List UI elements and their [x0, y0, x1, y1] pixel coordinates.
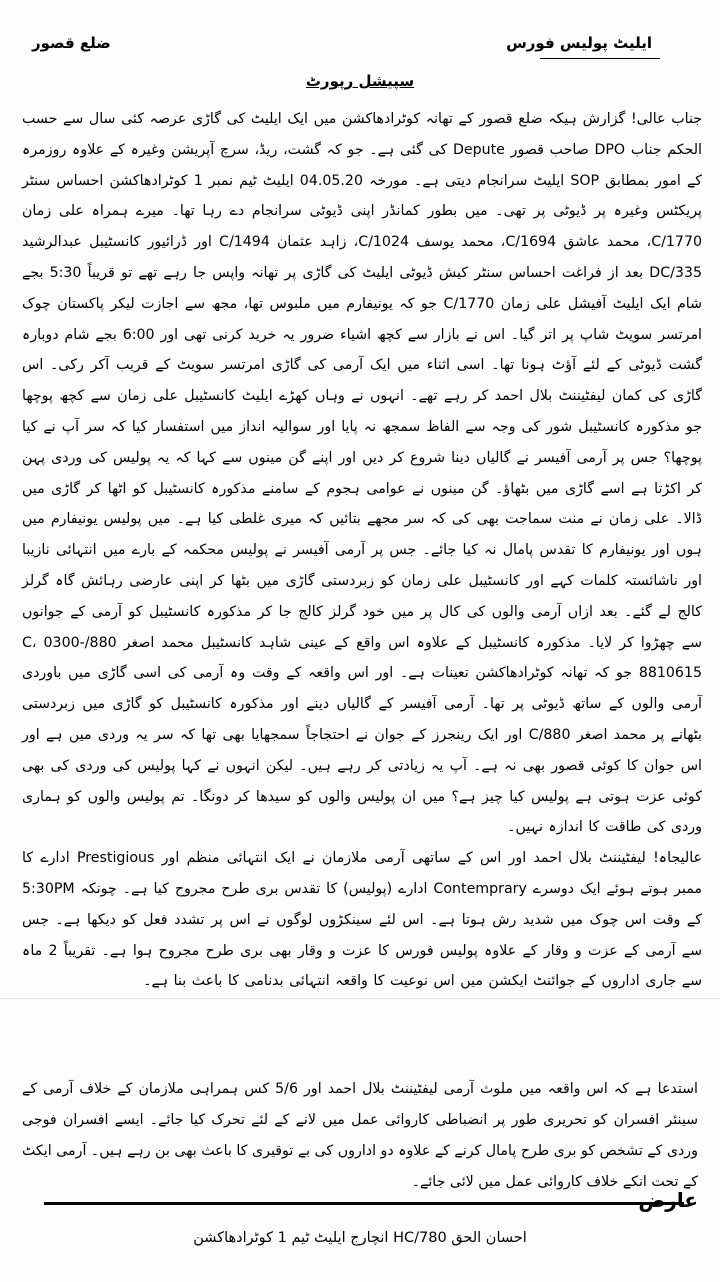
applicant-bar	[44, 1202, 684, 1205]
letter-header	[28, 34, 692, 64]
page-divider	[0, 998, 720, 999]
report-title: سپیشل رپورٹ	[305, 72, 415, 90]
request-section	[22, 1074, 698, 1198]
applicant-label: عارض	[638, 1188, 698, 1212]
body-paragraph-2: عالیجاہ! لیفٹیننٹ بلال احمد اور اس کے ساتھی آرمی ملازمان نے ایک انتہائی منظم اور Prestigious ادارے کا ممبر ہوتے ہوئے ایک دوسرے Contemprary ادارے (پولیس) کا تقدس بری طرح مجروح کیا ہے۔ چونکہ 5:30PM کے وقت اس چوک میں شدید رش ہوتا ہے۔ اس لئے سینکڑوں لوگوں نے اس پر تشدد فعل کو دیکھا ہے۔ جس سے آرمی کے عزت و وقار کے علاوہ پولیس فورس کا عزت و وقار بھی بری طرح مجروح ہوا ہے۔ تقریباً 2 ماہ سے جاری اداروں کے جوائنٹ ایکشن میں اس نوعیت کا واقعہ انتہائی بدنامی کا باعث بنا ہے۔	[22, 850, 702, 990]
unit-underline	[540, 58, 660, 59]
unit-name: ایلیٹ پولیس فورس	[506, 34, 652, 52]
body-paragraph-1: جناب عالی! گزارش ہیکہ ضلع قصور کے تھانہ کوٹرادھاکشن میں ایک ایلیٹ کی گاڑی عرصہ کئی سال سے حسب الحکم جناب DPO صاحب قصور Depute کی گئی ہے۔ جو کہ گشت، ریڈ، سرچ آپریشن وغیرہ کے علاوہ روزمرہ کے امور بمطابق SOP ایلیٹ سرانجام دیتی ہے۔ مورخہ 04.05.20 ایلیٹ ٹیم نمبر 1 کوٹرادھاکشن احساس سنٹر پریکٹس وغیرہ پر ڈیوٹی پر تھی۔ میں بطور کمانڈر اپنی ڈیوٹی سرانجام دے رہا تھا۔ میرے ہمراہ علی زمان 1770/C، محمد عاشق 1694/C، محمد یوسف 1024/C، زاہد عثمان 1494/C اور ڈرائیور کانسٹیبل عبدالرشید 335/DC بعد از فراغت احساس سنٹر کیش ڈیوٹی ایلیٹ کی گاڑی پر تھانہ واپس جا رہے تھے تو قریباً 5:30 بجے شام ایک ایلیٹ آفیشل علی زمان 1770/C جو کہ یونیفارم میں ملبوس تھا، مجھ سے اجازت لیکر پاکستان چوک امرتسر سویٹ شاپ پر اتر گیا۔ اس نے بازار سے کچھ اشیاء ضرور یہ خرید کرنی تھی اور 6:00 بجے شام دوبارہ گشت ڈیوٹی کے لئے آؤٹ ہونا تھا۔ اسی اثناء میں ایک آرمی کی گاڑی امرتسر سویٹ کے قریب آکر رکی۔ اس گاڑی کی کمان لیفٹیننٹ بلال احمد کر رہے تھے۔ انہوں نے وہاں کھڑے ایلیٹ کانسٹیبل علی زمان سے کچھ پوچھا جو مذکورہ کانسٹیبل شور کی وجہ سے الفاظ سمجھ نہ پایا اور سوالیہ انداز میں استفسار کیا کہ سر آپ نے کیا پوچھا؟ جس پر آرمی آفیسر نے گالیاں دینا شروع کر دیں اور اپنے گن مینوں سے کہا کہ یہ پولیس کی وردی پہن کر اکڑتا ہے اسے گاڑی میں بٹھاؤ۔ گن مینوں نے عوامی ہجوم کے سامنے مذکورہ کانسٹیبل کو اٹھا کر گاڑی میں ڈالا۔ علی زمان نے منت سماجت بھی کی کہ سر مجھے بتائیں کہ میری غلطی کیا ہے۔ میں پولیس یونیفارم میں ہوں اور یونیفارم کا تقدس پامال نہ کیا جائے۔ جس پر آرمی آفیسر نے پولیس محکمہ کے بارے میں انتہائی نازیبا اور ناشائستہ کلمات کہے اور کانسٹیبل علی زمان کو زبردستی گاڑی میں بٹھا کر اپنی عارضی رہائش گاہ گرلز کالج لے گئے۔ بعد ازاں آرمی والوں کی کال پر میں خود گرلز کالج جا کر مذکورہ کانسٹیبل کو آرمی کے جوانوں سے چھڑوا کر لایا۔ مذکورہ کانسٹیبل کے علاوہ اس واقع کے عینی شاہد کانسٹیبل محمد اصغر 880/C، 0300-8810615 جو کہ تھانہ کوٹرادھاکشن تعینات ہے۔ اور اس واقعہ کے وقت وہ آرمی کی اسی گاڑی میں باوردی آرمی والوں کے ساتھ ڈیوٹی پر تھا۔ آرمی آفیسر کے گالیاں دینے اور مذکورہ کانسٹیبل کو گاڑی میں زبردستی بٹھانے پر محمد اصغر 880/C اور ایک رینجرز کے جوان نے احتجاجاً سمجھایا بھی تھا کہ سر یہ وردی میں ہے اور اس جوان کا کوئی قصور بھی نہ ہے۔ آپ یہ زیادتی کر رہے ہیں۔ لیکن انہوں نے کہا پولیس کی وردی کی بھی کوئی عزت ہوتی ہے پولیس کیا چیز ہے؟ میں ان پولیس والوں کو سیدھا کر دونگا۔ تم پولیس والوں کو ہماری وردی کی طاقت کا اندازہ نہیں۔	[22, 111, 703, 836]
applicant-line	[22, 1188, 698, 1218]
report-body	[22, 104, 702, 997]
district-name: ضلع قصور	[32, 34, 111, 52]
signature-line: احسان الحق 780/HC انچارج ایلیٹ ٹیم 1 کوٹرادھاکشن	[193, 1230, 527, 1246]
request-paragraph: استدعا ہے کہ اس واقعہ میں ملوث آرمی لیفٹیننٹ بلال احمد اور 5/6 کس ہمراہی ملازمان کے خلاف آرمی کے سینئر افسران کو تحریری طور پر انضباطی کاروائی عمل میں لانے کے لئے تحرک کیا جائے۔ ایسے افسران فوجی وردی کے تشخص کو بری طرح پامال کرنے کے علاوہ دو اداروں کی بے توقیری کا باعث بھی بن رہے ہیں۔ آرمی ایکٹ کے تحت انکے خلاف کاروائی عمل میں لائی جائے۔	[22, 1081, 698, 1190]
